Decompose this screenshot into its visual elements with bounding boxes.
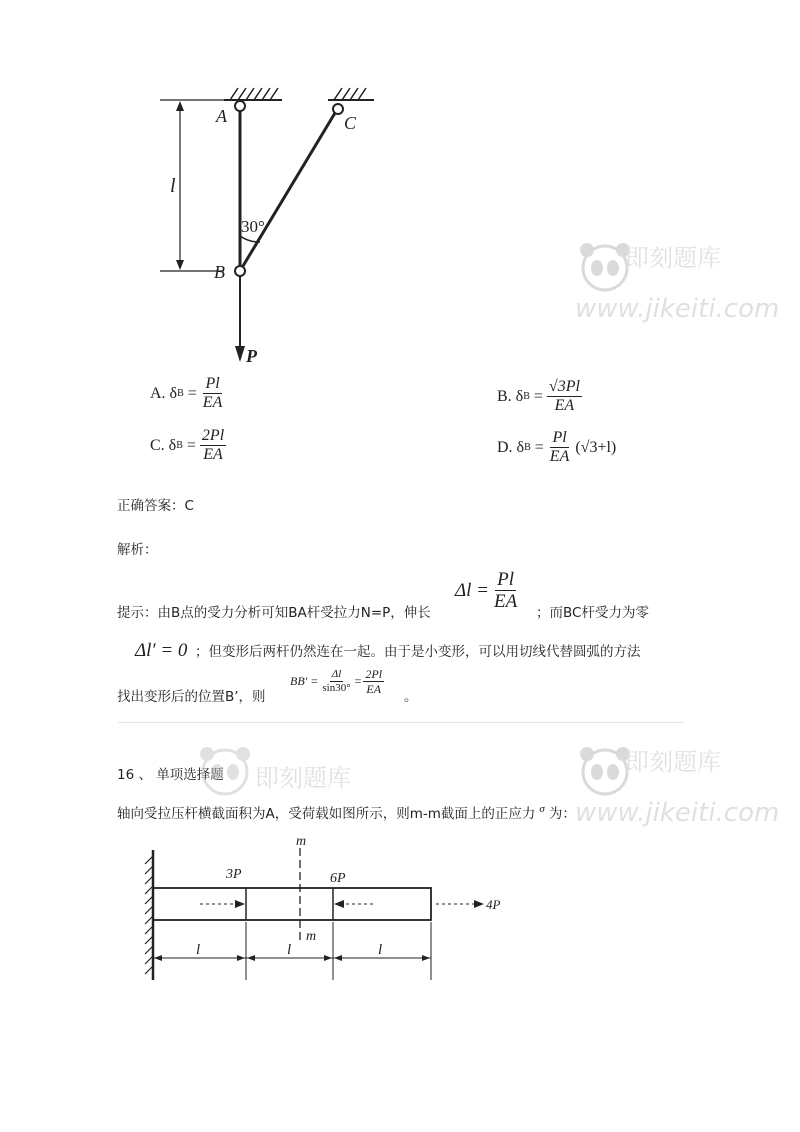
load-arrow — [235, 346, 245, 362]
label-l2: l — [287, 942, 292, 958]
label-l3: l — [378, 942, 383, 958]
label-p: P — [246, 346, 257, 366]
label-3p: 3P — [226, 867, 242, 882]
analysis-line2: ；但变形后两杆仍然连在一起。由于是小变形，可以用切线代替圆弧的方法 — [195, 644, 641, 660]
question-16-header: 16 、 单项选择题 — [117, 767, 224, 783]
analysis-line1: 提示：由B点的受力分析可知BA杆受拉力N=P，伸长 — [117, 605, 431, 621]
label-angle: 30° — [241, 217, 265, 236]
hinge-b — [235, 266, 245, 276]
equation-delta-l: Δl = $\frac{Pl}{EA}$ — [455, 569, 518, 612]
option-a[interactable]: A. δ B = $\frac{Pl}{EA}$ — [150, 375, 223, 411]
force-arrow-3p — [235, 900, 245, 908]
bar-bc — [243, 113, 335, 266]
watermark-2-text: 即刻题库 — [255, 764, 351, 792]
equation-bb-prime: BB′ = $\frac{\Delta l}{\sin 30^\circ}$ = $\frac{2Pl}{EA}$ — [290, 667, 383, 696]
axial-bar-figure — [140, 830, 530, 1000]
force-arrow-4p — [474, 900, 484, 908]
label-b: B — [214, 262, 225, 282]
label-6p: 6P — [330, 871, 346, 886]
watermark-3: 即刻题库 www.jikeiti.com — [575, 740, 635, 804]
question-16-text: 轴向受拉压杆横截面积为A，受荷载如图所示，则m-m截面上的正应力 $^\sigma$ 为： — [117, 803, 576, 822]
label-m-top: m — [296, 834, 307, 849]
option-c[interactable]: C. δ B = $\frac{2Pl}{EA}$ — [150, 427, 225, 463]
section-divider — [118, 722, 684, 723]
panda-logo-icon — [195, 740, 255, 800]
label-c: C — [344, 113, 357, 133]
option-d[interactable]: D. δ B = $\frac{Pl}{EA}$ (√3+l) — [497, 429, 617, 465]
label-m-bottom: m — [306, 929, 317, 944]
option-b[interactable]: B. δ B = $\frac{√3Pl}{EA}$ — [497, 378, 580, 414]
truss-figure — [120, 80, 410, 370]
answer-line — [117, 497, 194, 515]
label-4p: 4P — [486, 897, 501, 912]
bar-body — [153, 888, 431, 920]
analysis-line3: 找出变形后的位置B’，则 — [117, 689, 266, 705]
analysis-line1-post: ；而BC杆受力为零 — [536, 605, 649, 621]
watermark-1: 即刻题库 www.jikeiti.com — [575, 236, 635, 300]
hinge-a — [235, 101, 245, 111]
label-l1: l — [196, 942, 201, 958]
label-a: A — [216, 106, 227, 126]
force-arrow-6p — [334, 900, 344, 908]
analysis-line3-post: 。 — [404, 689, 418, 705]
label-l: l — [170, 175, 176, 197]
equation-delta-l-prime: Δl′ = 0 — [135, 640, 188, 661]
answer-value: C — [184, 498, 194, 514]
hinge-c — [333, 104, 343, 114]
answer-label: 正确答案： — [117, 498, 185, 514]
watermark-2 — [195, 740, 255, 800]
analysis-heading: 解析： — [117, 542, 158, 558]
